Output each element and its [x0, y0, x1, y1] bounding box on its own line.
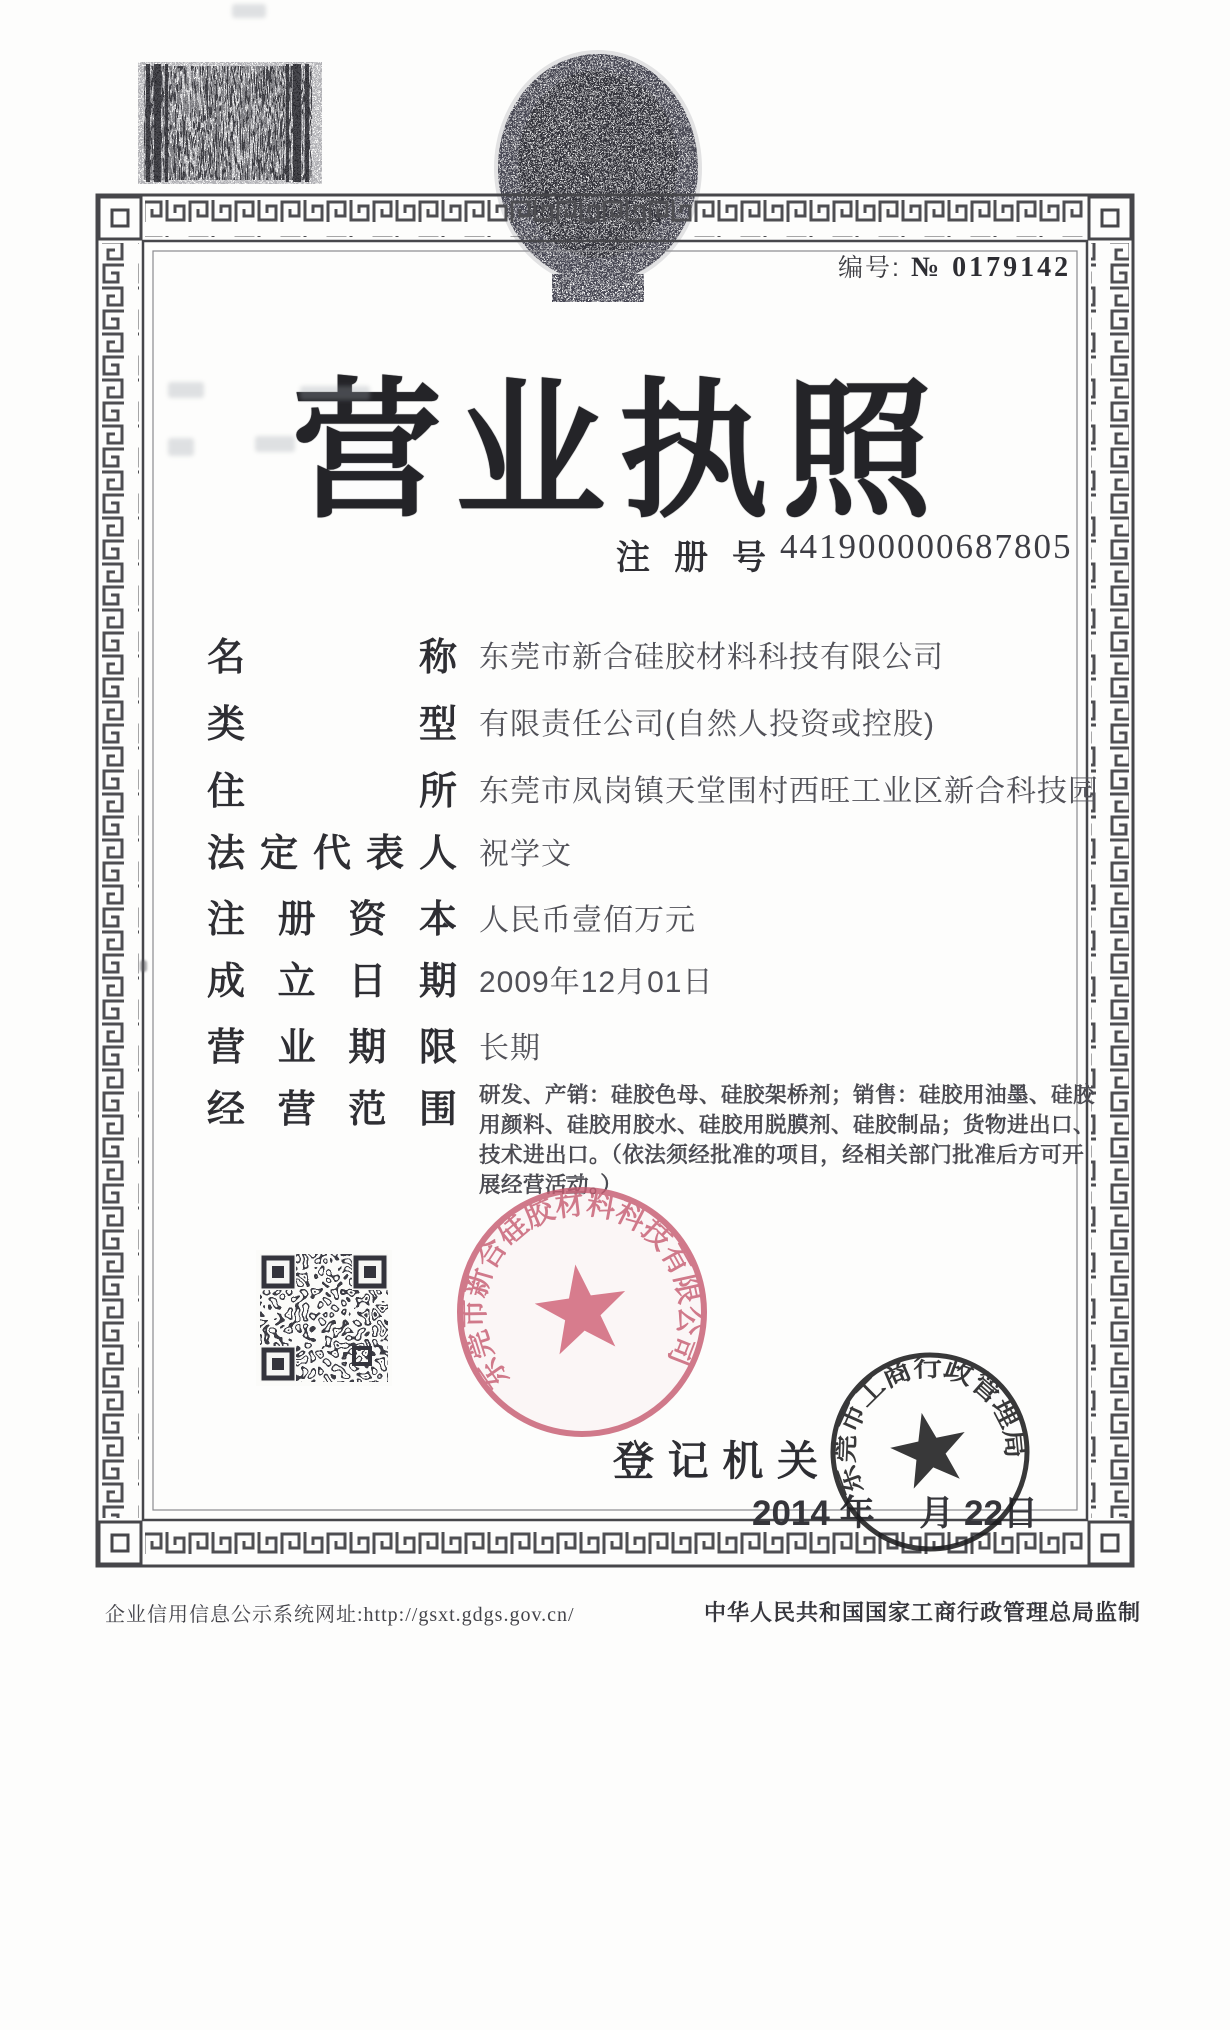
- field-label-type: 类 型: [207, 704, 457, 746]
- company-seal: [448, 1178, 716, 1446]
- field-value-business-scope: 研发、产销：硅胶色母、硅胶架桥剂；销售：硅胶用油墨、硅胶用颜料、硅胶用胶水、硅胶用脱膜剂、硅胶制品；货物进出口、技术进出口。（依法须经批准的项目，经相关部门批准后方可开展经营活动。）: [479, 1083, 1096, 1197]
- field-value-registered-capital: 人民币壹佰万元: [479, 904, 696, 937]
- footer-public-info-url: 企业信用信息公示系统网址:http://gsxt.gdgs.gov.cn/: [105, 1604, 575, 1626]
- field-value-address: 东莞市凤岗镇天堂围村西旺工业区新合科技园: [479, 775, 1099, 808]
- registrar-label: 登 记 机 关: [613, 1438, 818, 1484]
- scan-smudge: [140, 960, 147, 972]
- field-value-name: 东莞市新合硅胶材料科技有限公司: [479, 641, 944, 674]
- field-value-business-term: 长期: [479, 1032, 541, 1065]
- star-icon: [884, 1405, 974, 1492]
- field-label-establish-date: 成 立 日 期: [207, 961, 457, 1003]
- barcode: [128, 58, 328, 188]
- scan-smudge: [300, 386, 370, 400]
- registry-stamp-text: 东莞市工商行政管理局: [829, 1351, 1031, 1499]
- field-value-legal-representative: 祝学文: [479, 838, 572, 871]
- registration-number-value: 441900000687805: [780, 527, 1073, 566]
- serial-number: № 0179142: [910, 252, 1072, 283]
- issue-date: 2014 年 月 22日: [752, 1494, 1038, 1533]
- field-value-establish-date: 2009年12月01日: [479, 966, 714, 999]
- serial-number-line: [838, 248, 1071, 284]
- company-seal-text: 东莞市新合硅胶材料科技有限公司: [457, 1187, 707, 1395]
- registration-number-label: 注 册 号: [616, 539, 766, 577]
- license-title: 营 业 执 照: [292, 367, 932, 535]
- field-label-name: 名 称: [207, 637, 457, 679]
- scan-smudge: [168, 438, 194, 456]
- footer-issuing-authority: 中华人民共和国国家工商行政管理总局监制: [704, 1600, 1142, 1625]
- field-label-registered-capital: 注 册 资 本: [207, 899, 457, 941]
- scan-smudge: [255, 436, 295, 452]
- qr-code: [256, 1250, 392, 1386]
- field-value-type: 有限责任公司(自然人投资或控股): [479, 708, 935, 741]
- scan-smudge: [232, 4, 266, 18]
- scan-smudge: [168, 382, 204, 398]
- field-label-business-scope: 经 营 范 围: [207, 1089, 457, 1131]
- registry-stamp: [824, 1346, 1036, 1558]
- serial-label: 编号:: [838, 254, 901, 282]
- field-label-legal-representative: 法 定 代 表 人: [207, 833, 457, 875]
- field-label-business-term: 营 业 期 限: [207, 1027, 457, 1069]
- field-label-address: 住 所: [207, 771, 457, 813]
